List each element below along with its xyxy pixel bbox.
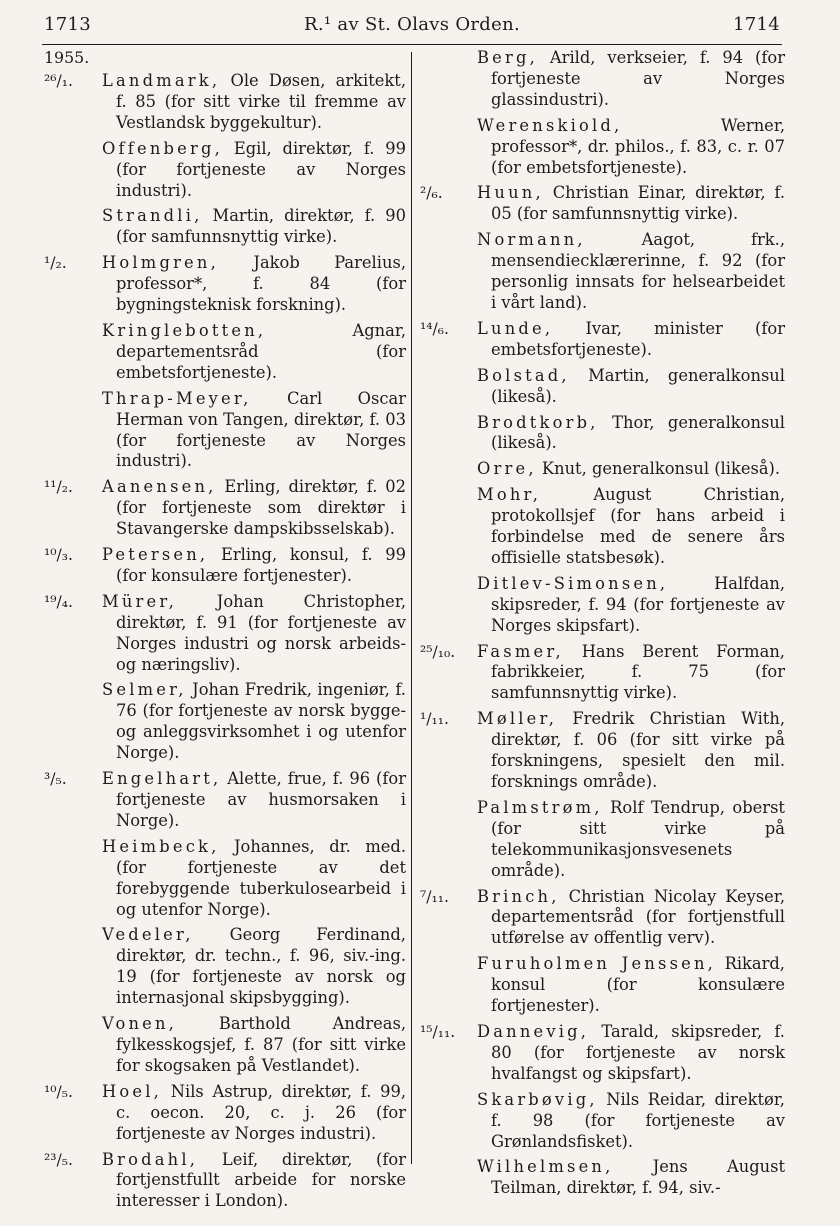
entry-text-block xyxy=(477,183,785,225)
entry-date: ³/₅. xyxy=(44,770,67,789)
award-entry xyxy=(44,769,406,832)
entry-description: Martin, direktør, f. 90 (for samfunnsnyttig virke). xyxy=(116,206,406,247)
entry-text-block xyxy=(477,48,785,111)
page-header xyxy=(44,14,780,42)
right-entry-list xyxy=(420,48,785,1199)
recipient-name: Strandli, xyxy=(102,206,203,226)
entry-description: Jakob Parelius, professor*, f. 84 (for bygningsteknisk forskning). xyxy=(116,253,406,315)
entry-text-block xyxy=(477,798,785,882)
entry-description: Alette, frue, f. 96 (for fortjeneste av husmorsaken i Norge). xyxy=(116,769,406,830)
entry-description: Egil, direktør, f. 99 (for fortjeneste av Norges industri). xyxy=(116,138,406,200)
entry-date: ¹⁰/₃. xyxy=(44,546,73,565)
entry-text-block xyxy=(102,1014,406,1077)
entry-description: Ole Døsen, arkitekt, f. 85 (for sitt virke til fremme av Vestlandsk byggekultur). xyxy=(116,71,406,132)
entry-text-block xyxy=(477,319,785,361)
award-entry xyxy=(44,253,406,316)
entry-text-block xyxy=(102,206,406,248)
entry-description: Johan Fredrik, ingeniør, f. 76 (for fortjeneste av norsk bygge- og anleggsvirksomhet i og utenfor Norge). xyxy=(116,680,406,763)
recipient-name: Vedeler, xyxy=(102,925,194,945)
recipient-name: Wilhelmsen, xyxy=(477,1157,614,1177)
entry-date: ²⁵/₁₀. xyxy=(420,642,456,661)
award-entry xyxy=(420,485,785,569)
award-entry xyxy=(420,116,785,179)
recipient-name: Brinch, xyxy=(477,886,560,906)
entry-date: ¹⁵/₁₁. xyxy=(420,1022,456,1041)
entry-description: Johan Christopher, direktør, f. 91 (for fortjeneste av Norges industri og norsk arbeids- og næringsliv). xyxy=(116,591,406,674)
entry-text-block xyxy=(102,1082,406,1145)
entry-description: Nils Astrup, direktør, f. 99, c. oecon. 20, c. j. 26 (for fortjeneste av Norges industri). xyxy=(116,1081,406,1143)
page-number-left: 1713 xyxy=(44,14,92,35)
recipient-name: Selmer, xyxy=(102,680,187,700)
award-entry xyxy=(420,709,785,793)
entry-text-block xyxy=(102,925,406,1009)
entry-text-block xyxy=(477,366,785,408)
entry-text-block xyxy=(477,709,785,793)
entry-text-block xyxy=(477,485,785,569)
entry-description: Thor, generalkonsul (likeså). xyxy=(491,412,785,453)
header-rule xyxy=(42,44,782,45)
entry-text-block xyxy=(477,1022,785,1085)
entry-text-block xyxy=(477,574,785,637)
entry-description: Knut, generalkonsul (likeså). xyxy=(541,459,781,479)
recipient-name: Brodahl, xyxy=(102,1149,199,1169)
entry-description: Christian Nicolay Keyser, departementsråd (for fortjenstfull utførelse av offentlig verv). xyxy=(491,886,785,948)
recipient-name: Skarbøvig, xyxy=(477,1089,598,1109)
award-entry xyxy=(44,545,406,587)
entry-text-block xyxy=(102,680,406,764)
award-entry xyxy=(420,48,785,111)
right-column xyxy=(420,48,785,1204)
entry-date: ¹⁰/₅. xyxy=(44,1082,73,1101)
award-entry xyxy=(44,206,406,248)
entry-text-block xyxy=(477,1157,785,1199)
recipient-name: Thrap-Meyer, xyxy=(102,388,252,408)
award-entry xyxy=(420,413,785,455)
award-entry xyxy=(44,477,406,540)
award-entry xyxy=(44,71,406,134)
recipient-name: Landmark, xyxy=(102,71,221,90)
recipient-name: Lunde, xyxy=(477,318,554,338)
recipient-name: Petersen, xyxy=(102,545,209,565)
award-entry xyxy=(420,574,785,637)
recipient-name: Berg, xyxy=(477,48,538,67)
entry-text-block xyxy=(102,321,406,384)
year-heading: 1955. xyxy=(44,48,90,67)
entry-description: Nils Reidar, direktør, f. 98 (for fortjeneste av Grønlandsfisket). xyxy=(491,1089,785,1151)
entry-description: Fredrik Christian With, direktør, f. 06 (for sitt virke på forskningens, spesielt den mil. forsknings område). xyxy=(491,709,785,791)
recipient-name: Kringlebotten, xyxy=(102,320,267,340)
entry-text-block xyxy=(102,837,406,921)
recipient-name: Ditlev-Simonsen, xyxy=(477,573,669,593)
entry-date: ¹⁹/₄. xyxy=(44,592,73,611)
recipient-name: Dannevig, xyxy=(477,1021,590,1041)
entry-text-block xyxy=(102,253,406,316)
award-entry xyxy=(420,1022,785,1085)
page-number-right: 1714 xyxy=(732,14,780,35)
recipient-name: Vonen, xyxy=(102,1014,178,1034)
entry-date: ¹/₂. xyxy=(44,254,67,273)
award-entry xyxy=(44,1014,406,1077)
entry-description: Christian Einar, direktør, f. 05 (for samfunnsnyttig virke). xyxy=(491,183,785,224)
entry-text-block xyxy=(102,389,406,473)
entry-text-block xyxy=(102,1150,406,1213)
recipient-name: Engelhart, xyxy=(102,769,222,789)
recipient-name: Huun, xyxy=(477,183,544,203)
entry-text-block xyxy=(477,1090,785,1153)
recipient-name: Normann, xyxy=(477,230,586,250)
entry-text-block xyxy=(102,592,406,676)
entry-date: ²³/₅. xyxy=(44,1150,73,1169)
recipient-name: Hoel, xyxy=(102,1081,163,1101)
entry-description: Hans Berent Forman, fabrikkeier, f. 75 (for samfunnsnyttig virke). xyxy=(491,641,785,703)
left-entry-list xyxy=(44,71,406,1212)
left-column xyxy=(44,48,406,1217)
entry-text-block xyxy=(102,71,406,134)
entry-text-block xyxy=(477,887,785,950)
recipient-name: Mohr, xyxy=(477,485,542,505)
award-entry xyxy=(420,798,785,882)
entry-text-block xyxy=(477,642,785,705)
entry-date: ¹⁴/₆. xyxy=(420,319,449,338)
award-entry xyxy=(44,139,406,202)
award-entry xyxy=(420,1157,785,1199)
recipient-name: Møller, xyxy=(477,709,558,729)
entry-description: Tarald, skipsreder, f. 80 (for fortjeneste av norsk hvalfangst og skipsfart). xyxy=(491,1021,785,1083)
column-divider xyxy=(411,52,412,1164)
award-entry xyxy=(44,1082,406,1145)
recipient-name: Palmstrøm, xyxy=(477,797,603,817)
entry-text-block xyxy=(477,459,785,480)
entry-description: Erling, direktør, f. 02 (for fortjeneste som direktør i Stavangerske dampskibsselskab). xyxy=(116,477,406,539)
entry-text-block xyxy=(102,477,406,540)
award-entry xyxy=(44,1150,406,1213)
entry-text-block xyxy=(477,230,785,314)
entry-text-block xyxy=(477,954,785,1017)
recipient-name: Heimbeck, xyxy=(102,836,220,856)
entry-description: Rolf Tendrup, oberst (for sitt virke på telekommunikasjonsvesenets område). xyxy=(491,797,785,880)
entry-description: Aagot, frk., mensendiecklærerinne, f. 92 (for personlig innsats for helsearbeidet i vårt land). xyxy=(491,230,785,312)
entry-date: ¹/₁₁. xyxy=(420,710,449,729)
recipient-name: Mürer, xyxy=(102,591,177,611)
recipient-name: Aanensen, xyxy=(102,477,217,497)
entry-date: ²⁶/₁. xyxy=(44,72,73,90)
recipient-name: Bolstad, xyxy=(477,365,570,385)
entry-description: Ivar, minister (for embetsfortjeneste). xyxy=(491,318,785,359)
entry-date: ²/₆. xyxy=(420,184,443,203)
recipient-name: Brodtkorb, xyxy=(477,412,599,432)
running-title: R.¹ av St. Olavs Orden. xyxy=(304,14,520,35)
entry-text-block xyxy=(477,413,785,455)
entry-text-block xyxy=(102,545,406,587)
entry-date: ⁷/₁₁. xyxy=(420,887,449,906)
entry-description: Rikard, konsul (for konsulære fortjenester). xyxy=(491,954,785,1016)
award-entry xyxy=(420,366,785,408)
entry-description: Erling, konsul, f. 99 (for konsulære fortjenester). xyxy=(116,545,406,585)
award-entry xyxy=(420,319,785,361)
recipient-name: Werenskiold, xyxy=(477,115,623,135)
award-entry xyxy=(44,680,406,764)
entry-text-block xyxy=(477,116,785,179)
entry-description: Carl Oscar Herman von Tangen, direktør, f. 03 (for fortjeneste av Norges industri). xyxy=(116,388,406,471)
award-entry xyxy=(44,389,406,473)
award-entry xyxy=(44,925,406,1009)
recipient-name: Holmgren, xyxy=(102,253,219,273)
award-entry xyxy=(420,887,785,950)
entry-text-block xyxy=(102,769,406,832)
entry-description: Georg Ferdinand, direktør, dr. techn., f. 96, siv.-ing. 19 (for fortjeneste av norsk og internasjonal skipsbygging). xyxy=(116,925,406,1008)
award-entry xyxy=(44,321,406,384)
award-entry xyxy=(420,230,785,314)
entry-description: Barthold Andreas, fylkesskogsjef, f. 87 (for sitt virke for skogsaken på Vestlandet). xyxy=(116,1014,406,1075)
award-entry xyxy=(44,837,406,921)
award-entry xyxy=(420,642,785,705)
award-entry xyxy=(420,459,785,480)
recipient-name: Orre, xyxy=(477,459,537,479)
entry-description: August Christian, protokollsjef (for hans arbeid i forbindelse med de senere års offisielle statsbesøk). xyxy=(491,485,785,567)
entry-description: Arild, verkseier, f. 94 (for fortjeneste av Norges glassindustri). xyxy=(491,48,785,109)
award-entry xyxy=(420,183,785,225)
award-entry xyxy=(420,1090,785,1153)
entry-description: Jens August Teilman, direktør, f. 94, siv.- xyxy=(491,1157,785,1198)
recipient-name: Furuholmen Jenssen, xyxy=(477,954,717,974)
award-entry xyxy=(420,954,785,1017)
recipient-name: Offenberg, xyxy=(102,138,223,158)
entry-description: Johannes, dr. med. (for fortjeneste av det forebyggende tuberkulosearbeid i og utenfor Norge). xyxy=(116,836,406,919)
entry-description: Halfdan, skipsreder, f. 94 (for fortjeneste av Norges skipsfart). xyxy=(491,573,785,635)
entry-description: Leif, direktør, (for fortjenstfullt arbeide for norske interesser i London). xyxy=(116,1149,406,1211)
entry-description: Agnar, departementsråd (for embetsfortjeneste). xyxy=(116,320,406,382)
entry-description: Werner, professor*, dr. philos., f. 83, c. r. 07 (for embetsfortjeneste). xyxy=(491,115,785,177)
entry-description: Martin, generalkonsul (likeså). xyxy=(491,365,785,406)
entry-date: ¹¹/₂. xyxy=(44,478,73,497)
entry-text-block xyxy=(102,139,406,202)
recipient-name: Fasmer, xyxy=(477,641,564,661)
award-entry xyxy=(44,592,406,676)
